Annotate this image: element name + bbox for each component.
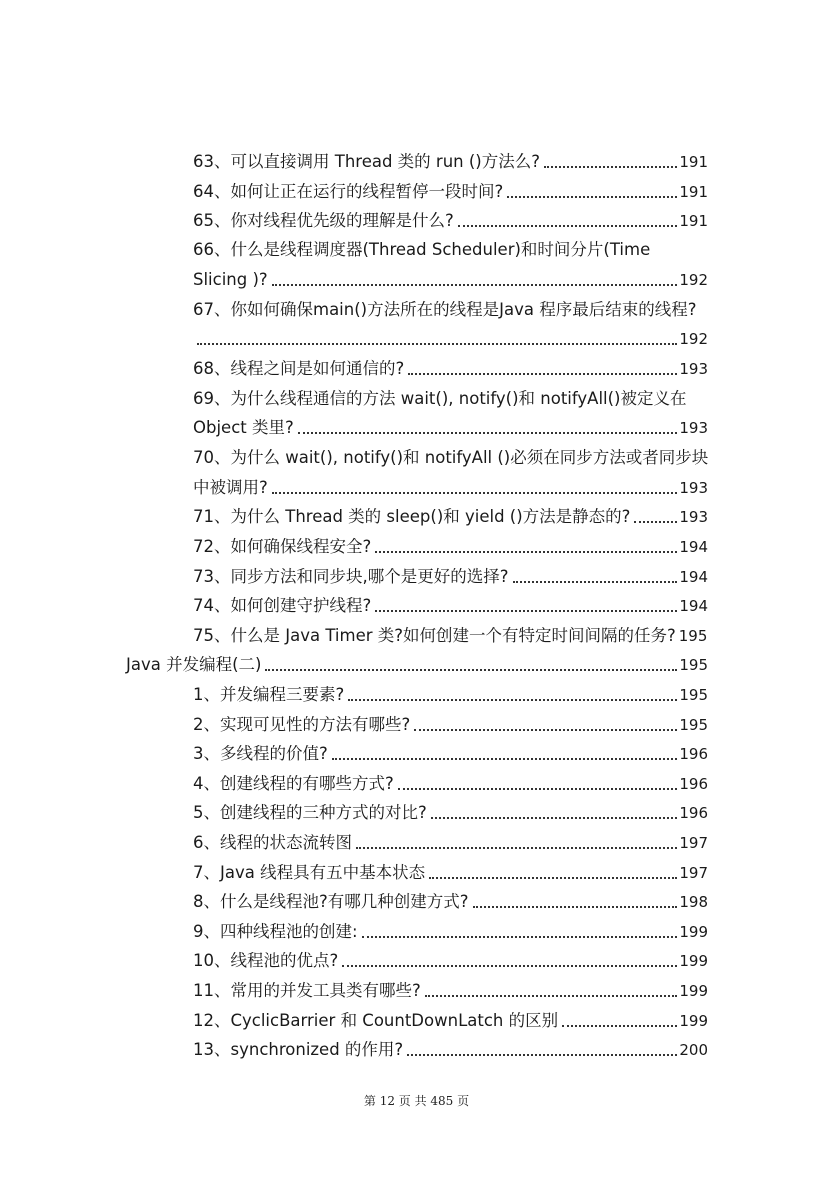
toc-entry[interactable] <box>193 883 708 913</box>
toc-entry-page: 192 <box>679 330 708 348</box>
dot-leader <box>197 343 677 345</box>
dot-leader <box>362 936 678 938</box>
toc-entry-page: 197 <box>679 834 708 852</box>
dot-leader <box>507 196 677 198</box>
toc-entry-page: 199 <box>679 982 708 1000</box>
toc-entry-page: 194 <box>679 597 708 615</box>
toc-entry-page: 191 <box>679 183 708 201</box>
toc-entry-page: 199 <box>679 952 708 970</box>
dot-leader <box>408 373 677 375</box>
dot-leader <box>562 1025 677 1027</box>
toc-entry-title: 5、创建线程的三种方式的对比? <box>193 803 427 822</box>
toc-entry-page: 191 <box>679 212 708 230</box>
toc-entry-title: 10、线程池的优点? <box>193 951 339 970</box>
dot-leader <box>407 1054 677 1056</box>
dot-leader <box>414 729 677 731</box>
toc-entry[interactable] <box>193 854 708 884</box>
toc-entry-page: 192 <box>679 271 708 289</box>
dot-leader <box>513 581 678 583</box>
dot-leader <box>473 906 678 908</box>
toc-entry-title: 74、如何创建守护线程? <box>193 596 372 615</box>
toc-entry-title: 73、同步方法和同步块,哪个是更好的选择? <box>193 567 509 586</box>
dot-leader <box>375 610 677 612</box>
toc-entry-page: 195 <box>679 686 708 704</box>
toc-entry-page: 194 <box>679 568 708 586</box>
toc-entry-title: 8、什么是线程池?有哪几种创建方式? <box>193 892 469 911</box>
toc-entry-title: 67、你如何确保main()方法所在的线程是Java 程序最后结束的线程? <box>193 300 697 319</box>
toc-entry-title: 12、CyclicBarrier 和 CountDownLatch 的区别 <box>193 1011 559 1030</box>
toc-entry-line1[interactable] <box>193 291 708 321</box>
dot-leader <box>634 521 677 523</box>
toc-entry-page: 193 <box>679 419 708 437</box>
toc-entry-line1[interactable] <box>193 439 708 469</box>
dot-leader <box>398 788 678 790</box>
toc-entry-line2[interactable] <box>193 409 708 439</box>
toc-entry-page: 195 <box>679 656 708 674</box>
toc-entry[interactable] <box>193 587 708 617</box>
dot-leader <box>431 817 678 819</box>
toc-entry-title: Java 并发编程(二) <box>126 655 262 674</box>
toc-entry-line1[interactable] <box>193 380 708 410</box>
toc-entry-title: 2、实现可见性的方法有哪些? <box>193 715 411 734</box>
toc-entry-title: 69、为什么线程通信的方法 wait(), notify()和 notifyAll()被定义在 <box>193 389 687 408</box>
toc-entry-title: 70、为什么 wait(), notify()和 notifyAll ()必须在同步方法或者同步块 <box>193 448 709 467</box>
toc-entry-title: 7、Java 线程具有五中基本状态 <box>193 863 426 882</box>
toc-entry[interactable] <box>193 676 708 706</box>
toc-entry-page: 196 <box>679 775 708 793</box>
toc-entry[interactable] <box>193 706 708 736</box>
toc-entry[interactable] <box>193 794 708 824</box>
dot-leader <box>272 284 678 286</box>
toc-entry-page: 193 <box>679 479 708 497</box>
dot-leader <box>265 669 677 671</box>
toc-entry[interactable] <box>193 143 708 173</box>
dot-leader <box>425 995 678 997</box>
dot-leader <box>375 551 677 553</box>
toc-entry-title: 9、四种线程池的创建: <box>193 922 358 941</box>
toc-entry-title: 65、你对线程优先级的理解是什么? <box>193 211 454 230</box>
toc-entry-title: 4、创建线程的有哪些方式? <box>193 774 394 793</box>
toc-entry-line1[interactable] <box>193 231 708 261</box>
toc-entry-page: 191 <box>679 153 708 171</box>
toc-entry-page: 199 <box>679 923 708 941</box>
toc-entry-title: 71、为什么 Thread 类的 sleep()和 yield ()方法是静态的? <box>193 507 631 526</box>
toc-entry-page: 197 <box>679 864 708 882</box>
toc-entry[interactable] <box>193 498 708 528</box>
dot-leader <box>348 699 677 701</box>
toc-entry-title: 66、什么是线程调度器(Thread Scheduler)和时间分片(Time <box>193 240 651 259</box>
dot-leader <box>544 166 677 168</box>
page-footer: 第 12 页 共 485 页 <box>363 1094 470 1108</box>
toc-entry-title: 1、并发编程三要素? <box>193 685 345 704</box>
toc-entry[interactable] <box>193 913 708 943</box>
toc-entry[interactable] <box>193 824 708 854</box>
toc-entry[interactable] <box>193 528 708 558</box>
toc-entry-page: 196 <box>679 745 708 763</box>
toc-entry[interactable] <box>193 765 708 795</box>
toc-entry-title: 3、多线程的价值? <box>193 744 328 763</box>
toc-entry[interactable] <box>193 1031 708 1061</box>
toc-entry[interactable] <box>193 350 708 380</box>
toc-entry-page: 198 <box>679 893 708 911</box>
toc-entry-page: 196 <box>679 804 708 822</box>
toc-entry-page: 195 <box>678 627 708 645</box>
toc-entry-page: 193 <box>679 508 708 526</box>
toc-entry-page: 199 <box>679 1012 708 1030</box>
toc-section-heading[interactable] <box>126 646 708 676</box>
toc-entry-title: 68、线程之间是如何通信的? <box>193 359 405 378</box>
toc-entry-title: 63、可以直接调用 Thread 类的 run ()方法么? <box>193 152 540 171</box>
toc-entry-line2[interactable] <box>193 261 708 291</box>
toc-entry-title: 75、什么是 Java Timer 类?如何创建一个有特定时间间隔的任务? <box>193 626 676 645</box>
dot-leader <box>298 432 678 434</box>
toc-entry-title: 13、synchronized 的作用? <box>193 1040 404 1059</box>
toc-entry-title-cont: 中被调用? <box>193 478 268 497</box>
toc-entry[interactable] <box>193 558 708 588</box>
dot-leader <box>272 492 678 494</box>
toc-entry[interactable] <box>193 173 708 203</box>
toc-entry[interactable] <box>193 202 708 232</box>
toc-entry-page: 193 <box>679 360 708 378</box>
dot-leader <box>429 877 677 879</box>
toc-entry[interactable] <box>193 1002 708 1032</box>
toc-entry-title-cont: Slicing )? <box>193 270 268 289</box>
toc-entry[interactable] <box>193 942 708 972</box>
toc-entry[interactable] <box>193 617 723 647</box>
toc-entry-page: 195 <box>679 716 708 734</box>
toc-entry-line2[interactable] <box>193 320 708 350</box>
toc-entry-title: 72、如何确保线程安全? <box>193 537 372 556</box>
toc-entry-line2[interactable] <box>193 469 708 499</box>
toc-entry-title: 6、线程的状态流转图 <box>193 833 352 852</box>
toc-entry-title-cont: Object 类里? <box>193 418 294 437</box>
dot-leader <box>342 965 677 967</box>
toc-entry[interactable] <box>193 735 708 765</box>
toc-entry-page: 200 <box>679 1041 708 1059</box>
dot-leader <box>356 847 677 849</box>
toc-entry[interactable] <box>193 972 708 1002</box>
dot-leader <box>332 758 678 760</box>
dot-leader <box>458 225 678 227</box>
toc-entry-title: 64、如何让正在运行的线程暂停一段时间? <box>193 182 504 201</box>
toc-entry-page: 194 <box>679 538 708 556</box>
toc-entry-title: 11、常用的并发工具类有哪些? <box>193 981 421 1000</box>
